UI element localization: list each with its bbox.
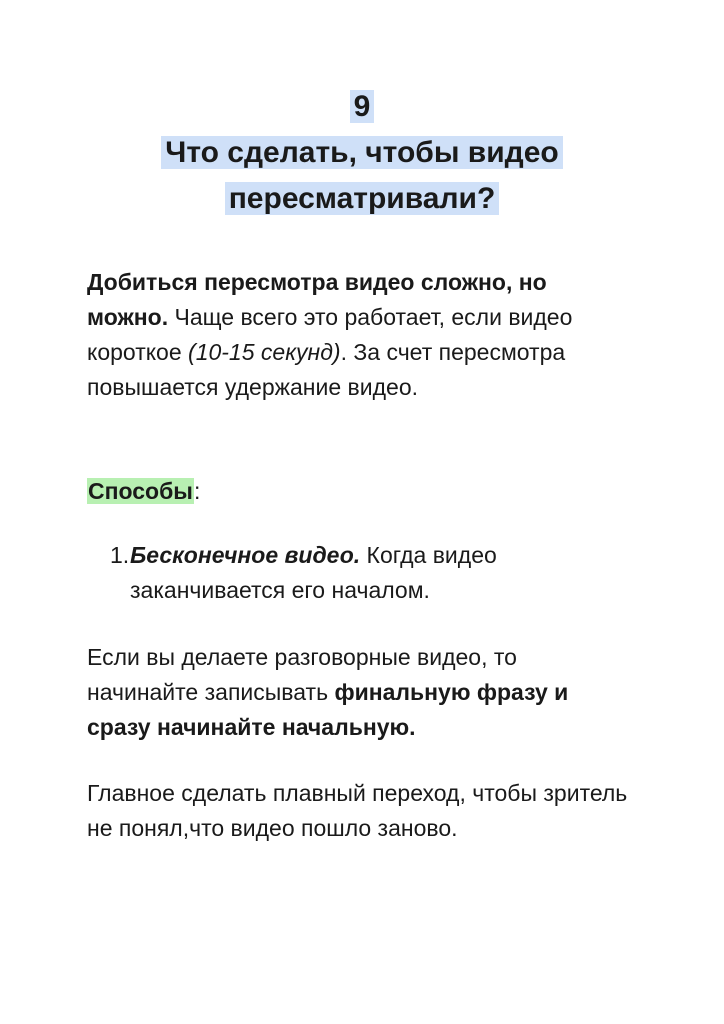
paragraph3-text: Главное сделать плавный переход, чтобы зритель не понял,что видео пошло заново. (87, 780, 628, 841)
list-item-content (110, 538, 590, 608)
intro-text-2: . За счет пересмотра повышается удержание видео. (87, 339, 566, 400)
paragraph-transition-tip (87, 776, 632, 846)
ways-colon: : (193, 478, 201, 504)
heading-number: 9 (350, 90, 375, 123)
intro-italic-duration: (10-15 секунд) (188, 339, 341, 365)
intro-text-1: Чаще всего это работает, если видео короткое (87, 304, 573, 365)
page-heading (0, 84, 724, 222)
ways-label-line (87, 474, 200, 509)
numbered-list (110, 538, 590, 608)
intro-paragraph (87, 265, 632, 405)
paragraph-conversation-tip (87, 640, 632, 745)
list-item-title: Бесконечное видео. (130, 542, 361, 568)
ways-label: Способы (88, 478, 193, 504)
paragraph2-text: Если вы делаете разговорные видео, то начинайте записывать (87, 644, 517, 705)
list-item (110, 538, 590, 608)
intro-bold-lead: Добиться пересмотра видео сложно, но можно. (87, 269, 547, 330)
heading-line-1: Что сделать, чтобы видео (161, 136, 562, 169)
paragraph2-bold: финальную фразу и сразу начинайте начальную. (87, 679, 569, 740)
heading-line-2: пересматривали? (225, 182, 500, 215)
list-item-number: 1. (110, 542, 130, 568)
list-item-text: Когда видео заканчивается его началом. (130, 542, 497, 603)
